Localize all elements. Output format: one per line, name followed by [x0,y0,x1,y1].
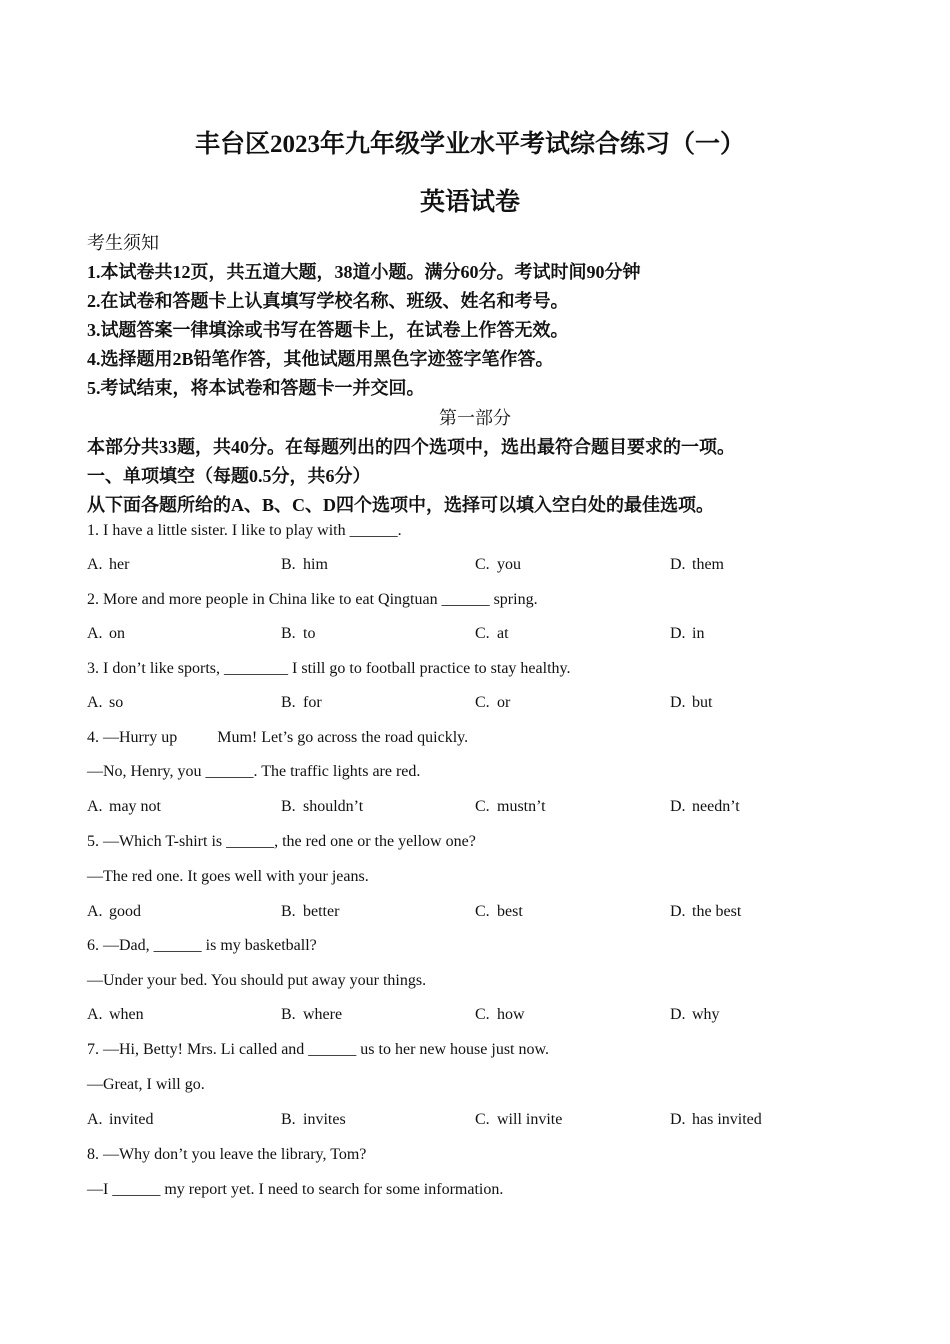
question-2: 2. More and more people in China like to eat Qingtuan ______ spring. [87,591,538,608]
q7-option-a[interactable] [87,1111,153,1129]
option-text: the best [692,903,742,920]
q7-option-c[interactable] [475,1111,562,1129]
option-letter: A. [87,798,103,815]
option-text: why [692,1006,720,1023]
q5-option-c[interactable] [475,903,523,921]
option-letter: C. [475,1006,490,1023]
option-text: good [109,903,141,920]
option-letter: C. [475,694,490,711]
q3-option-d[interactable] [670,694,712,712]
question-7: 7. —Hi, Betty! Mrs. Li called and ______ us to her new house just now. [87,1041,550,1058]
part-intro: 本部分共33题，共40分。在每题列出的四个选项中，选出最符合题目要求的一项。 [87,437,735,457]
option-letter: D. [670,1111,686,1128]
option-letter: A. [87,1006,103,1023]
option-text: will invite [497,1111,563,1128]
option-letter: B. [281,1111,296,1128]
option-text: on [109,625,125,642]
option-text: needn’t [692,798,740,815]
question-8: 8. —Why don’t you leave the library, Tom? [87,1146,367,1163]
option-text: so [109,694,124,711]
notice-item-3: 3.试题答案一律填涂或书写在答题卡上，在试卷上作答无效。 [87,320,569,340]
option-letter: D. [670,556,686,573]
option-letter: C. [475,903,490,920]
part-title: 第一部分 [439,408,511,428]
q3-option-c[interactable] [475,694,510,712]
q4-option-b[interactable] [281,798,363,816]
q4-option-c[interactable] [475,798,546,816]
question-8-reply: —I ______ my report yet. I need to search for some information. [87,1181,504,1198]
section-instruction: 从下面各题所给的A、B、C、D四个选项中，选择可以填入空白处的最佳选项。 [87,495,714,515]
option-text: invited [109,1111,154,1128]
exam-title: 丰台区2023年九年级学业水平考试综合练习（一） [194,131,745,158]
question-4 [87,729,468,747]
option-text: to [303,625,316,642]
option-letter: D. [670,694,686,711]
option-letter: D. [670,903,686,920]
option-text: better [303,903,340,920]
option-text: may not [109,798,161,815]
option-letter: B. [281,798,296,815]
option-letter: A. [87,625,103,642]
option-text: mustn’t [497,798,546,815]
option-text: where [303,1006,343,1023]
q7-option-b[interactable] [281,1111,346,1129]
q3-option-b[interactable] [281,694,322,712]
option-letter: D. [670,798,686,815]
option-letter: A. [87,556,103,573]
q4-option-d[interactable] [670,798,740,816]
question-1: 1. I have a little sister. I like to play with ______. [87,522,402,539]
section-title: 一、单项填空（每题0.5分，共6分） [87,466,371,486]
option-text: at [497,625,509,642]
q1-option-c[interactable] [475,556,521,574]
q4-option-a[interactable] [87,798,161,816]
option-text: her [109,556,130,573]
option-text: when [109,1006,144,1023]
q6-option-d[interactable] [670,1006,720,1024]
notice-item-4: 4.选择题用2B铅笔作答，其他试题用黑色字迹签字笔作答。 [87,349,554,369]
option-text: best [497,903,523,920]
option-letter: B. [281,903,296,920]
notice-item-5: 5.考试结束，将本试卷和答题卡一并交回。 [87,378,425,398]
question-5-reply: —The red one. It goes well with your jeans. [87,868,369,885]
q6-option-b[interactable] [281,1006,342,1024]
option-letter: D. [670,625,686,642]
q3-option-a[interactable] [87,694,123,712]
q6-option-c[interactable] [475,1006,525,1024]
option-letter: A. [87,694,103,711]
q2-option-c[interactable] [475,625,509,643]
q1-option-b[interactable] [281,556,328,574]
q2-option-b[interactable] [281,625,315,643]
question-4-part-2: Mum! Let’s go across the road quickly. [217,729,469,746]
q2-option-d[interactable] [670,625,704,643]
option-text: invites [303,1111,346,1128]
option-text: or [497,694,511,711]
q1-option-d[interactable] [670,556,724,574]
question-4-part-1: 4. —Hurry up [87,729,178,746]
option-letter: A. [87,903,103,920]
option-letter: B. [281,694,296,711]
question-6-reply: —Under your bed. You should put away your things. [87,972,427,989]
option-letter: B. [281,625,296,642]
q5-option-a[interactable] [87,903,141,921]
option-text: you [497,556,521,573]
notice-item-2: 2.在试卷和答题卡上认真填写学校名称、班级、姓名和考号。 [87,291,569,311]
question-4-reply: —No, Henry, you ______. The traffic lights are red. [87,763,421,780]
option-text: in [692,625,705,642]
option-letter: C. [475,1111,490,1128]
option-text: how [497,1006,525,1023]
option-text: shouldn’t [303,798,364,815]
q2-option-a[interactable] [87,625,125,643]
option-text: him [303,556,328,573]
notice-item-1: 1.本试卷共12页，共五道大题，38道小题。满分60分。考试时间90分钟 [87,262,641,282]
option-text: them [692,556,724,573]
option-letter: B. [281,1006,296,1023]
option-letter: C. [475,556,490,573]
option-text: has invited [692,1111,762,1128]
question-5: 5. —Which T-shirt is ______, the red one or the yellow one? [87,833,476,850]
question-7-reply: —Great, I will go. [87,1076,205,1093]
q5-option-d[interactable] [670,903,741,921]
option-letter: C. [475,798,490,815]
q1-option-a[interactable] [87,556,129,574]
question-3: 3. I don’t like sports, ________ I still go to football practice to stay healthy. [87,660,571,677]
option-text: for [303,694,322,711]
exam-subtitle: 英语试卷 [419,189,520,216]
q6-option-a[interactable] [87,1006,144,1024]
option-letter: D. [670,1006,686,1023]
q5-option-b[interactable] [281,903,339,921]
q7-option-d[interactable] [670,1111,762,1129]
option-text: but [692,694,713,711]
notice-heading: 考生须知 [87,233,159,253]
option-letter: B. [281,556,296,573]
option-letter: A. [87,1111,103,1128]
option-letter: C. [475,625,490,642]
question-6: 6. —Dad, ______ is my basketball? [87,937,317,954]
